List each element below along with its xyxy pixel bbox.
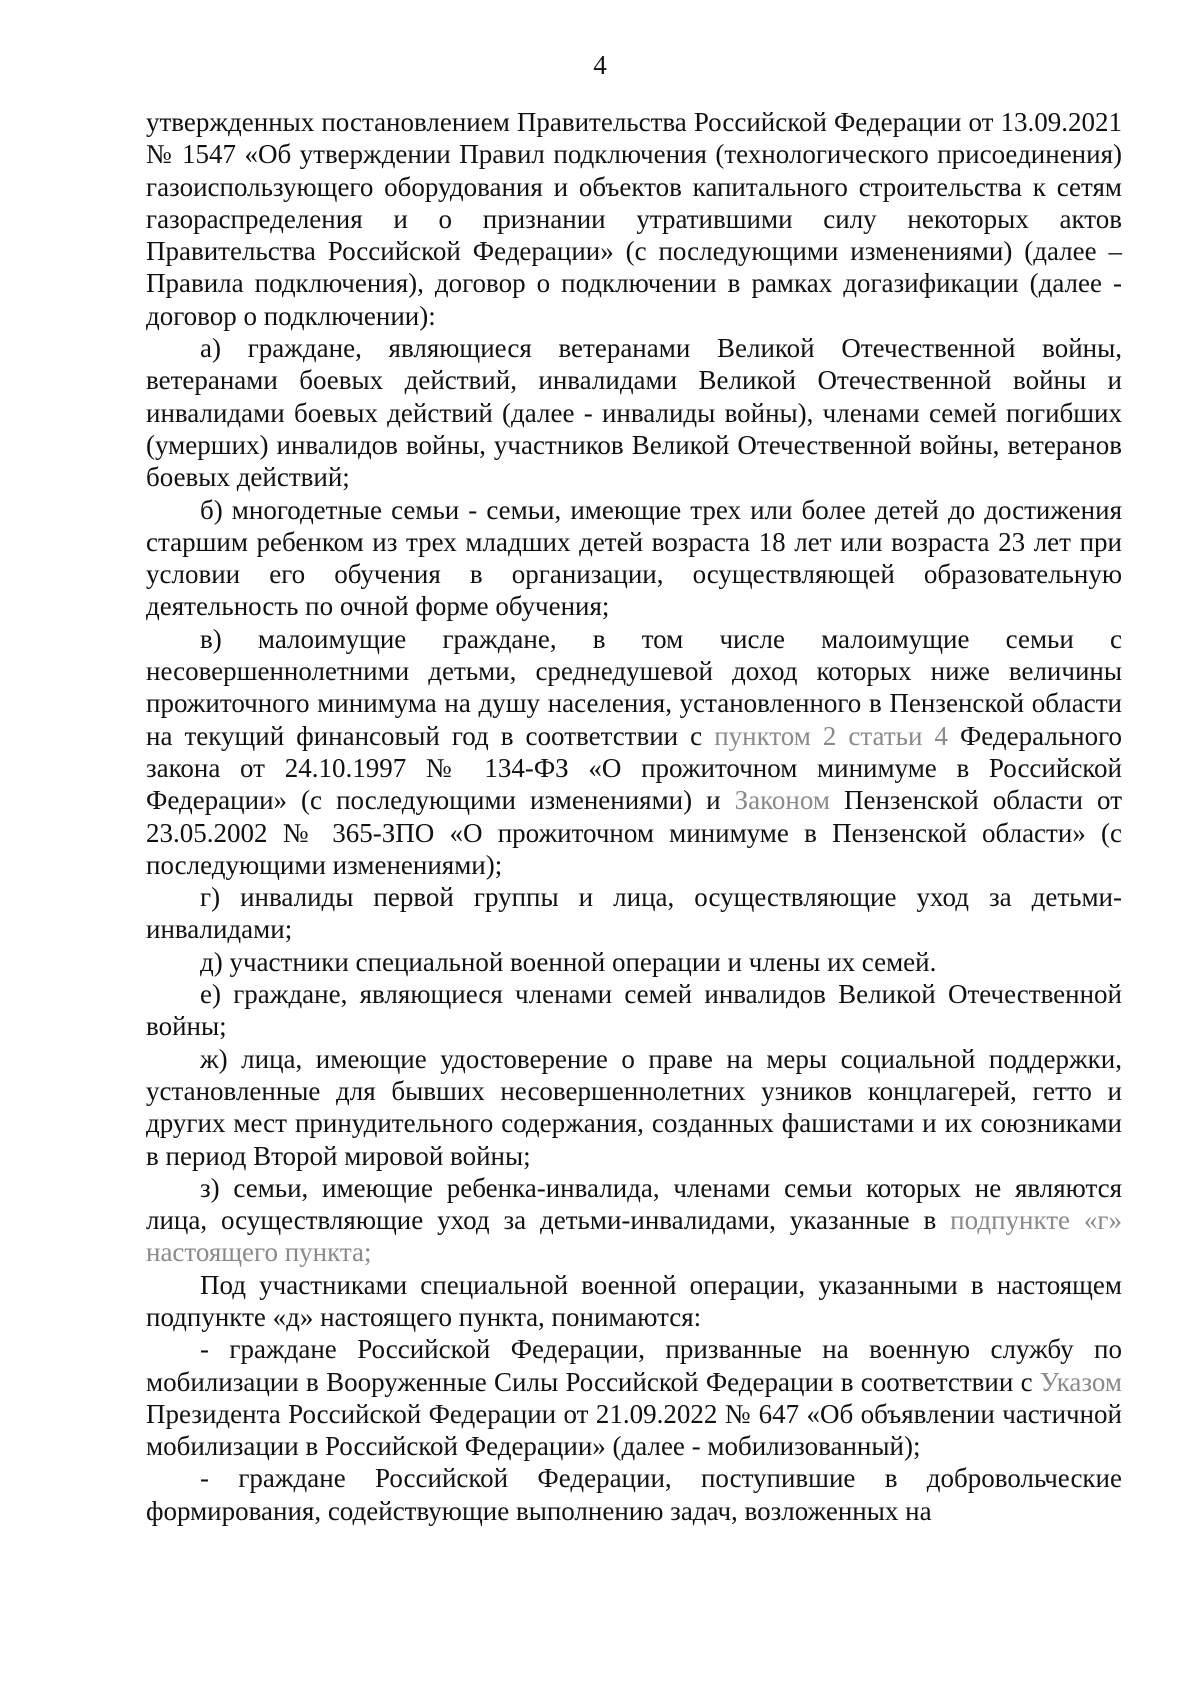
volunteers-paragraph: - граждане Российской Федерации, поступившие в добровольческие формирования, содействующие выполнению задач, возложенных на xyxy=(146,1463,1122,1526)
item-d-paragraph: д) участники специальной военной операции и члены их семей. xyxy=(200,946,937,977)
item-a-paragraph: а) граждане, являющиеся ветеранами Великой Отечественной войны, ветеранами боевых действий, инвалидами Великой Отечественной войны и инвалидами боевых действий (далее - инвалиды войны), членами семей погибших (умерших) инвалидов войны, участников Великой Отечественной войны, ветеранов боевых действий; xyxy=(146,333,1122,493)
participants-definition-paragraph: Под участниками специальной военной операции, указанными в настоящем подпункте «д» настоящего пункта, понимаются: xyxy=(146,1269,1122,1332)
item-v-paragraph xyxy=(146,623,1122,881)
item-v-text-2: Федерального закона от 24.10.1997 № 134-ФЗ «О прожиточном минимуме в Российской Федерации» (с последующими изменениями) и xyxy=(146,720,1122,816)
item-zh-paragraph: ж) лица, имеющие удостоверение о праве на меры социальной поддержки, установленные для бывших несовершеннолетних узников концлагерей, гетто и других мест принудительного содержания, созданных фашистами и их союзниками в период Второй мировой войны; xyxy=(146,1043,1122,1171)
item-z-paragraph xyxy=(146,1172,1122,1269)
mobilized-paragraph xyxy=(146,1333,1122,1462)
item-v-text-3: Пензенской области от 23.05.2002 № 365-ЗПО «О прожиточном минимуме в Пензенской области» (с последующими изменениями); xyxy=(146,785,1122,880)
mobilized-text-1: - граждане Российской Федерации, призванные на военную службу по мобилизации в Вооруженные Силы Российской Федерации в соответствии с xyxy=(146,1334,1122,1397)
subitem-reference-link[interactable]: подпункте «г» настоящего пункта; xyxy=(146,1205,1122,1268)
item-v-text-1: в) малоимущие граждане, в том числе малоимущие семьи с несовершеннолетними детьми, среднедушевой доход которых ниже величины прожиточного минимума на душу населения, установленного в Пензенской области на текущий финансовый год в соответствии с xyxy=(146,623,1122,751)
item-g-paragraph: г) инвалиды первой группы и лица, осуществляющие уход за детьми-инвалидами; xyxy=(146,882,1122,945)
law-reference-link-1[interactable]: пунктом 2 статьи 4 xyxy=(714,720,948,751)
item-e-paragraph: е) граждане, являющиеся членами семей инвалидов Великой Отечественной войны; xyxy=(146,979,1122,1042)
page-number: 4 xyxy=(593,50,607,80)
item-b-paragraph: б) многодетные семьи - семьи, имеющие трех или более детей до достижения старшим ребенком из трех младших детей возраста 18 лет или возраста 23 лет при условии его обучения в организации, осуществляющей образовательную деятельность по очной форме обучения; xyxy=(146,494,1122,622)
law-reference-link-2[interactable]: Законом xyxy=(734,785,830,816)
decree-reference-link[interactable]: Указом xyxy=(1039,1366,1122,1397)
document-body xyxy=(146,106,1122,1527)
item-z-text-1: з) семьи, имеющие ребенка-инвалида, членами семьи которых не являются лица, осуществляющие уход за детьми-инвалидами, указанные в xyxy=(146,1172,1122,1236)
intro-paragraph: утвержденных постановлением Правительства Российской Федерации от 13.09.2021 № 1547 «Об утверждении Правил подключения (технологического присоединения) газоиспользующего оборудования и объектов капитального строительства к сетям газораспределения и о признании утратившими силу некоторых актов Правительства Российской Федерации» (с последующими изменениями) (далее – Правила подключения), договор о подключении в рамках догазификации (далее - договор о подключении): xyxy=(146,107,1122,331)
mobilized-text-2: Президента Российской Федерации от 21.09.2022 № 647 «Об объявлении частичной мобилизации в Российской Федерации» (далее - мобилизованный); xyxy=(146,1398,1122,1462)
